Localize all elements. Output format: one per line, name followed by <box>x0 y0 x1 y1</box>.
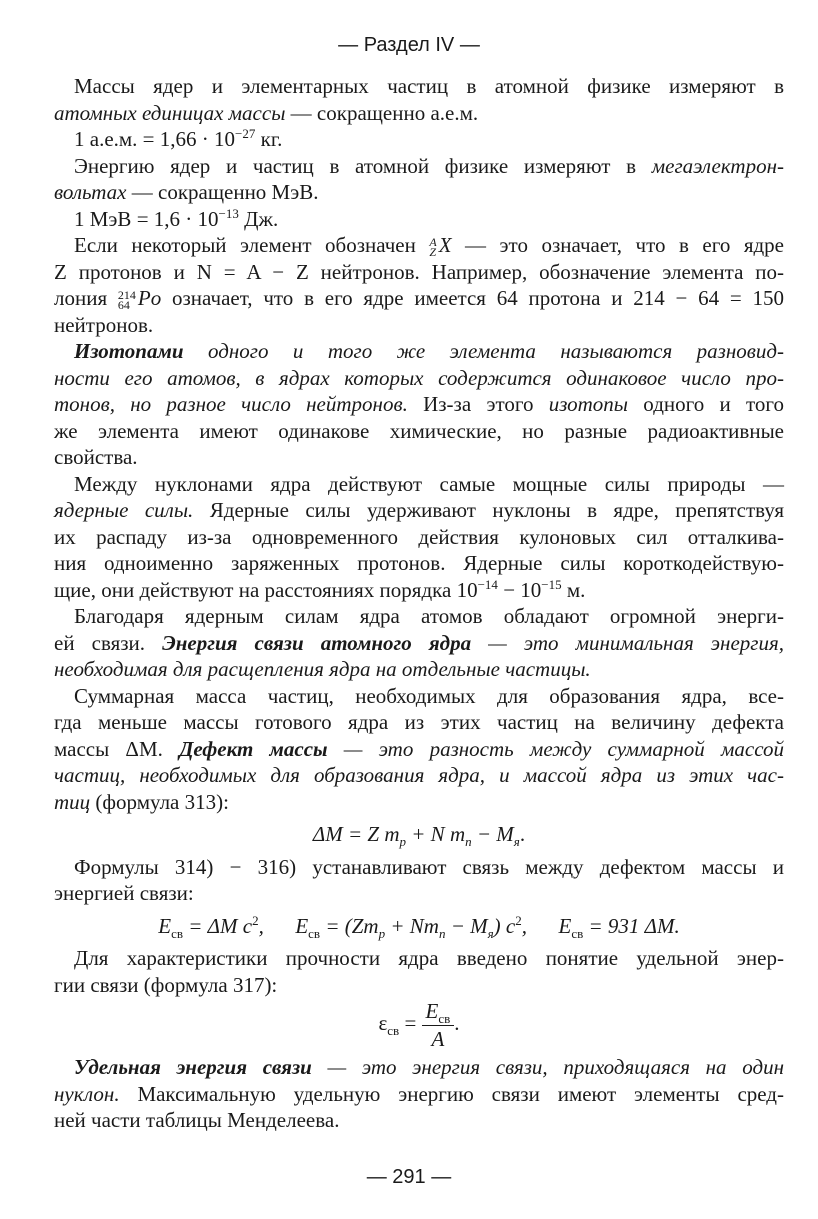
text-line <box>54 418 784 445</box>
formula-text: E <box>425 999 439 1023</box>
text-line <box>54 1081 784 1108</box>
formula-text: ΔM = Z m <box>312 822 400 846</box>
text-line <box>54 880 784 907</box>
text: Благодаря ядерным силам ядра атомов обладают огромной энерги- <box>74 604 784 628</box>
text: — сокращенно МэВ. <box>126 180 319 204</box>
text-line <box>74 603 784 630</box>
italic-term: изотопы <box>548 392 629 416</box>
bold-italic-term: Удельная энергия связи <box>74 1055 312 1079</box>
formula-text: . <box>519 822 526 846</box>
text: ней части таблицы Менделеева. <box>54 1108 340 1132</box>
text-line <box>54 285 784 312</box>
formula-text: + Nm <box>385 913 439 938</box>
italic-text: — это разность между суммарной массой <box>327 736 784 761</box>
subscript: св <box>308 925 321 941</box>
subscript: св <box>171 925 184 941</box>
text-line <box>54 100 784 127</box>
text: Если некоторый элемент обозначен <box>74 233 430 257</box>
mass-number: 214 <box>117 288 136 303</box>
mass-number: A <box>429 235 437 250</box>
italic-text: ности его атомов, в ядрах которых содержится одинаковое число про- <box>54 365 784 390</box>
formula-text: , E <box>258 913 309 938</box>
italic-text: тиц <box>54 789 91 814</box>
text: одного и того <box>628 392 784 416</box>
text: их распаду из-за одновременного действия кулоновых сил отталкива- <box>54 524 784 549</box>
text-line <box>54 577 784 604</box>
text-line <box>54 365 784 392</box>
exponent: 2 <box>515 912 522 928</box>
numerator <box>422 998 455 1026</box>
formula-text: = 931 ΔM. <box>583 913 680 938</box>
formulas-314-316 <box>54 913 784 940</box>
text-line <box>74 945 784 972</box>
isotope-notation <box>117 288 136 313</box>
exponent: −15 <box>541 576 562 592</box>
text-line <box>74 683 784 710</box>
text: м. <box>561 577 586 602</box>
text: кг. <box>255 127 283 151</box>
text: 1 МэВ = 1,6 · 10 <box>74 206 219 231</box>
italic-term: мегаэлектрон- <box>651 153 784 178</box>
text-line <box>54 789 784 816</box>
italic-text: одного и того же элемента называются разновид- <box>183 339 784 363</box>
text: гда меньше массы готового ядра из этих частиц на величину дефекта <box>54 710 784 734</box>
subscript: n <box>465 834 472 850</box>
text-line <box>54 444 784 471</box>
text: означает, что в его ядре имеется 64 протона и 214 − 64 = 150 <box>161 286 784 310</box>
text: Суммарная масса частиц, необходимых для образования ядра, все- <box>74 683 784 708</box>
formula-text: E <box>158 913 172 938</box>
formula-text: − M <box>445 913 488 938</box>
bold-italic-term: Изотопами <box>74 339 184 363</box>
bold-italic-term: Дефект массы <box>179 736 328 761</box>
text-line <box>74 73 784 100</box>
atomic-number: Z <box>429 245 437 260</box>
text: нейтронов. <box>54 312 154 337</box>
formula-text: ε <box>378 1010 388 1035</box>
italic-text: частиц, необходимых для образования ядра, и массой ядра из этих час- <box>54 763 784 787</box>
text-line <box>54 656 784 683</box>
element-symbol: Po <box>137 286 162 310</box>
formula-text: + N m <box>406 822 466 846</box>
isotope-notation <box>429 235 437 260</box>
text: Z протонов и N = A − Z нейтронов. Например, обозначение элемента по- <box>54 259 784 284</box>
exponent: −27 <box>235 126 256 141</box>
text: свойства. <box>54 445 138 469</box>
exponent: −14 <box>477 576 498 592</box>
page-number: — 291 — <box>366 1166 452 1188</box>
text: (формула 313): <box>90 789 229 814</box>
subscript: св <box>387 1023 400 1038</box>
text-line <box>54 630 784 657</box>
text: массы ΔM. <box>54 736 180 761</box>
page-body <box>54 73 785 1134</box>
text: Формулы 314) − 316) устанавливают связь между дефектом массы и <box>74 854 784 879</box>
subscript: св <box>571 925 584 941</box>
bold-italic-term: Энергия связи атомного ядра <box>162 630 472 655</box>
italic-text: нуклон. <box>54 1081 120 1106</box>
text: Между нуклонами ядра действуют самые мощные силы природы — <box>74 471 784 496</box>
formula-text: , E <box>521 913 572 938</box>
text-line <box>54 391 784 418</box>
italic-term: атомных единицах массы <box>54 100 286 125</box>
subscript: p <box>378 925 386 941</box>
exponent: −13 <box>218 205 239 221</box>
text-line <box>54 762 784 789</box>
text-line <box>54 179 784 206</box>
text: Ядерные силы удерживают нуклоны в ядре, препятствуя <box>193 498 784 522</box>
denominator: A <box>431 1026 445 1051</box>
text-line <box>54 972 784 999</box>
text-line <box>74 338 784 365</box>
text: Дж. <box>238 206 279 231</box>
formula-text: = <box>399 1010 422 1035</box>
text: лония <box>54 286 118 310</box>
text-line <box>74 1054 784 1081</box>
formula-text: ) c <box>493 913 516 938</box>
subscript: я <box>513 834 520 850</box>
text: Для характеристики прочности ядра введено понятие удельной энер- <box>74 946 784 970</box>
text: же элемента имеют одинакове химические, но разные радиоактивные <box>54 418 784 443</box>
italic-text: тонов, но разное число нейтронов. <box>54 392 408 416</box>
subscript: p <box>399 834 407 850</box>
text: — сокращенно а.е.м. <box>285 100 479 125</box>
formula-line <box>74 126 784 153</box>
text-line <box>54 736 784 763</box>
text-line <box>54 524 784 551</box>
formula-313 <box>54 821 784 848</box>
text-line <box>54 550 784 577</box>
subscript: n <box>438 925 446 941</box>
text: энергией связи: <box>54 881 194 905</box>
text-line <box>54 312 784 339</box>
exponent: 2 <box>252 912 259 928</box>
text-line <box>74 232 784 259</box>
text-line <box>74 471 784 498</box>
text: Из-за этого <box>407 392 549 416</box>
text: Энергию ядер и частиц в атомной физике измеряют в <box>74 153 652 178</box>
text: ния одноименно заряженных протонов. Ядерные силы короткодействую- <box>54 551 784 575</box>
formula-text: = ΔM c <box>183 913 253 938</box>
text: Массы ядер и элементарных частиц в атомной физике измеряют в <box>74 74 784 98</box>
text: щие, они действуют на расстояниях порядка 10 <box>54 577 478 602</box>
italic-term: вольтах <box>54 180 127 204</box>
text-line <box>54 1107 784 1134</box>
subscript: я <box>487 925 494 941</box>
formula-text: − M <box>471 822 514 846</box>
text: Максимальную удельную энергию связи имеют элементы сред- <box>119 1081 784 1106</box>
formula-line <box>74 206 784 233</box>
atomic-number: 64 <box>117 298 130 313</box>
text: − 10 <box>497 577 542 602</box>
subscript: св <box>438 1011 451 1027</box>
text-line <box>74 854 784 881</box>
formula-text: . <box>454 1010 460 1035</box>
italic-text: — это минимальная энергия, <box>471 630 784 655</box>
text: ей связи. <box>54 630 163 655</box>
element-symbol: X <box>438 233 452 257</box>
text: 1 а.е.м. = 1,66 · 10 <box>74 127 236 151</box>
italic-text: необходимая для расщепления ядра на отдельные частицы. <box>54 657 591 681</box>
italic-term: ядерные силы. <box>54 498 194 522</box>
fraction <box>422 998 455 1052</box>
text: гии связи (формула 317): <box>54 972 278 997</box>
text-line <box>54 497 784 524</box>
section-header: — Раздел IV — <box>338 34 480 56</box>
text-line <box>54 709 784 736</box>
text: — это означает, что в его ядре <box>451 233 784 257</box>
text-line <box>54 259 784 286</box>
text-line <box>74 153 784 180</box>
formula-317 <box>54 998 784 1052</box>
italic-text: — это энергия связи, приходящаяся на один <box>311 1055 785 1079</box>
formula-text: = (Zm <box>320 913 379 938</box>
